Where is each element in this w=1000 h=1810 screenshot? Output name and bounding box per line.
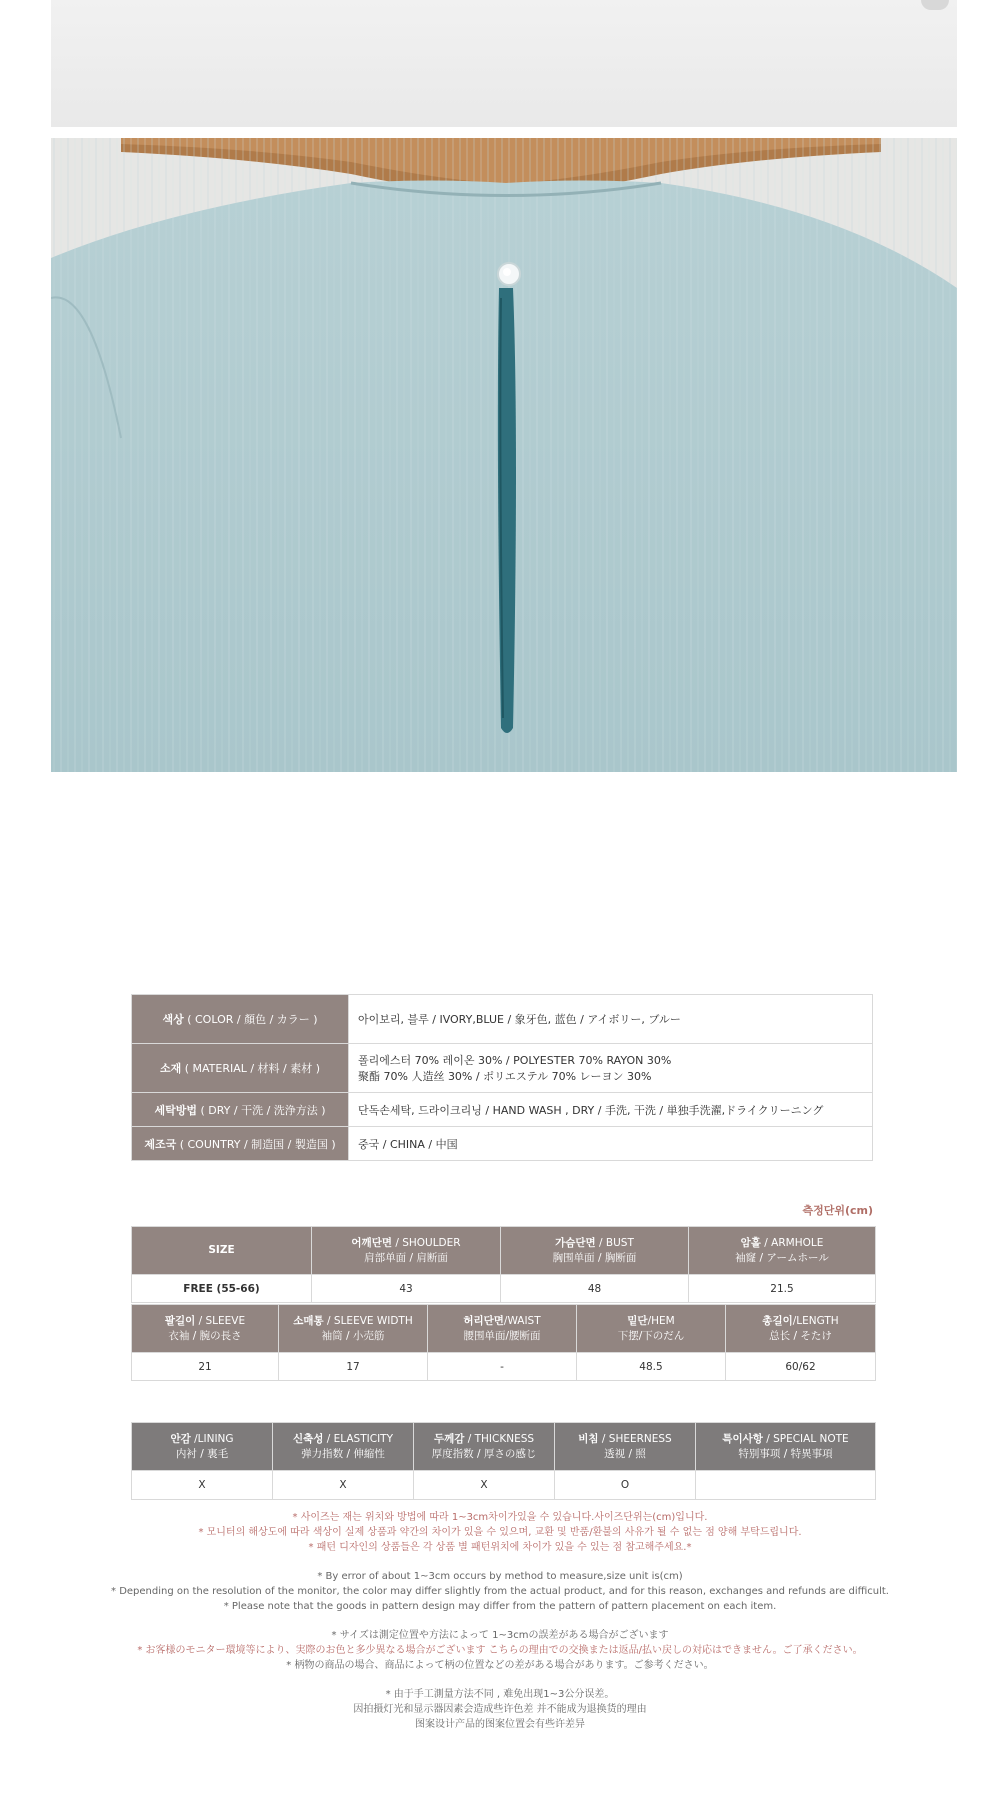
header-subtext: 总长 / そたけ (769, 1329, 832, 1342)
header-subtext: 袖筒 / 小売筋 (321, 1329, 385, 1342)
info-value (349, 1044, 873, 1093)
header-text: / SPECIAL NOTE (762, 1432, 849, 1445)
col-sleeve-width-header (279, 1305, 428, 1353)
header-text: /HEM (647, 1314, 675, 1327)
header-text: /WAIST (503, 1314, 541, 1327)
note-line: * 패턴 디자인의 상품들은 각 상품 별 패턴위치에 차이가 있을 수 있는 점 참고해주세요.* (308, 1542, 692, 1553)
info-key (132, 995, 349, 1044)
info-value-line: 아이보리, 블루 / IVORY,BLUE / 象牙色, 蓝色 / アイボリー, ブルー (358, 1013, 681, 1026)
note-line: * 柄物の商品の場合、商品によって柄の位置などの差がある場合があります。ご参考ください。 (286, 1660, 714, 1671)
note-line: * 사이즈는 재는 위치와 방법에 따라 1~3cm차이가있을 수 있습니다.사이즈단위는(cm)입니다. (292, 1512, 708, 1523)
header-text-bold: 어깨단면 (351, 1236, 392, 1249)
info-key-main: 색상 (162, 1013, 184, 1026)
size-cell: 60/62 (726, 1353, 876, 1381)
header-text: / SHOULDER (391, 1236, 461, 1249)
size-cell: - (428, 1353, 577, 1381)
col-length-header (726, 1305, 876, 1353)
size-cell: 17 (279, 1353, 428, 1381)
info-value (349, 1127, 873, 1161)
product-photo-top (51, 0, 957, 127)
info-value-line: 폴리에스터 70% 레이온 30% / POLYESTER 70% RAYON 30% (358, 1054, 672, 1067)
info-key (132, 1044, 349, 1093)
table-row (132, 1471, 876, 1500)
header-subtext: 腰围单面/腰断面 (463, 1329, 541, 1342)
header-text-bold: 신축성 (293, 1432, 324, 1445)
table-row (132, 1275, 876, 1303)
header-subtext: 肩部单面 / 肩断面 (364, 1251, 448, 1264)
info-key-sub: ( MATERIAL / 材料 / 素材 ) (184, 1062, 321, 1075)
size-cell: 21 (132, 1353, 279, 1381)
header-text: / ELASTICITY (323, 1432, 393, 1445)
info-row-country (132, 1127, 873, 1161)
header-subtext: 透视 / 照 (604, 1447, 646, 1460)
header-subtext: 弹力指数 / 伸縮性 (301, 1447, 385, 1460)
header-subtext: 下摆/下のだん (617, 1329, 685, 1342)
header-text: / SLEEVE WIDTH (323, 1314, 413, 1327)
fabric-cell: X (273, 1471, 414, 1500)
header-text-bold: 암홀 (740, 1236, 761, 1249)
fabric-table-header (132, 1423, 876, 1471)
header-subtext: 厚度指数 / 厚さの感じ (431, 1447, 537, 1460)
header-text: / BUST (595, 1236, 634, 1249)
note-line: * Depending on the resolution of the monitor, the color may differ slightly from the actual product, and for this reason, exchanges and refunds are difficult. (111, 1586, 889, 1597)
info-value-line: 聚酯 70% 人造丝 30% / ポリエステル 70% レーヨン 30% (358, 1070, 652, 1083)
col-thickness-header (414, 1423, 555, 1471)
info-key-main: 세탁방법 (154, 1103, 197, 1117)
header-text: / THICKNESS (464, 1432, 535, 1445)
header-text-bold: 허리단면 (463, 1314, 504, 1327)
header-text-bold: 밑단 (627, 1314, 648, 1327)
header-text-bold: 비침 (578, 1432, 599, 1445)
info-row-wash (132, 1093, 873, 1127)
header-text: /LINING (190, 1432, 234, 1445)
col-hem-header (577, 1305, 726, 1353)
header-text-bold: 두께감 (433, 1432, 465, 1445)
product-photo-back (51, 138, 957, 772)
info-key-sub: ( DRY / 干洗 / 洗浄方法 ) (200, 1103, 326, 1117)
header-text: / SLEEVE (195, 1314, 246, 1327)
info-key-sub: ( COLOR / 顏色 / カラー ) (187, 1013, 318, 1026)
size-cell: 48 (501, 1275, 689, 1303)
measure-unit-label: 측정단위(cm) (802, 1204, 873, 1217)
header-text-bold: 안감 (170, 1432, 191, 1445)
header-text-bold: 가슴단면 (555, 1236, 596, 1249)
size-table-header (132, 1305, 876, 1353)
col-shoulder-header (312, 1227, 501, 1275)
note-line: * Please note that the goods in pattern design may differ from the pattern of pattern placement on each item. (223, 1601, 777, 1612)
col-bust-header (501, 1227, 689, 1275)
col-lining-header (132, 1423, 273, 1471)
size-notes (100, 1510, 900, 1732)
size-table-2 (131, 1304, 876, 1381)
fabric-cell: X (414, 1471, 555, 1500)
size-cell: 48.5 (577, 1353, 726, 1381)
note-line: * 由于手工測量方法不同 , 难免出现1~3公分误差。 (385, 1689, 615, 1700)
size-table-header (132, 1227, 876, 1275)
info-value-line: 단독손세탁, 드라이크리닝 / HAND WASH , DRY / 手洗, 干洗 / 単独手洗濯,ドライクリーニング (358, 1103, 824, 1117)
info-row-color (132, 995, 873, 1044)
fabric-cell: O (555, 1471, 696, 1500)
hanger-tip (921, 0, 949, 10)
table-row (132, 1353, 876, 1381)
size-cell: 21.5 (689, 1275, 876, 1303)
header-subtext: 内衬 / 裏毛 (175, 1447, 229, 1460)
size-cell: 43 (312, 1275, 501, 1303)
header-text: / SHEERNESS (598, 1432, 672, 1445)
header-text-bold: 특이사항 (722, 1432, 763, 1445)
header-text-bold: 팔길이 (164, 1314, 196, 1327)
info-key (132, 1127, 349, 1161)
note-line: * 모니터의 해상도에 따라 색상이 실제 상품과 약간의 차이가 있을 수 있으며, 교환 및 반품/환불의 사유가 될 수 없는 점 양해 부탁드립니다. (198, 1527, 802, 1538)
blouse-back-illustration (51, 138, 957, 772)
col-armhole-header (689, 1227, 876, 1275)
info-key-main: 소재 (159, 1062, 182, 1075)
size-cell: FREE (55-66) (132, 1275, 312, 1303)
header-subtext: 袖窿 / アームホール (735, 1251, 829, 1264)
product-info-table (131, 994, 873, 1161)
info-row-material (132, 1044, 873, 1093)
fabric-cell: X (132, 1471, 273, 1500)
header-subtext: 特别事项 / 特異事項 (738, 1447, 833, 1460)
header-text-bold: 소매통 (293, 1314, 324, 1327)
info-key (132, 1093, 349, 1127)
fabric-property-table (131, 1422, 876, 1500)
col-size-header (132, 1227, 312, 1275)
size-table-1 (131, 1226, 876, 1303)
note-line: * サイズは測定位置や方法によって 1~3cmの誤差がある場合がございます (331, 1630, 669, 1641)
header-subtext: 衣袖 / 腕の長さ (168, 1329, 242, 1342)
col-sheerness-header (555, 1423, 696, 1471)
header-text-bold: 총길이 (762, 1314, 793, 1327)
note-line: 因拍摄灯光和显示器因素会造成些许色差 并不能成为退换货的理由 (353, 1704, 647, 1715)
note-line: * お客様のモニター環境等により、実際のお色と多少異なる場合がございます こちらの理由での交換または返品/払い戻しの対応はできません。ご了承ください。 (137, 1645, 863, 1656)
header-text: / ARMHOLE (760, 1236, 824, 1249)
fabric-cell (696, 1471, 876, 1500)
info-value-line: 중국 / CHINA / 中国 (358, 1137, 458, 1151)
note-line: 图案设计产品的图案位置会有些许差异 (415, 1719, 585, 1730)
info-value (349, 1093, 873, 1127)
info-key-main: 제조국 (144, 1137, 177, 1151)
col-waist-header (428, 1305, 577, 1353)
col-sleeve-header (132, 1305, 279, 1353)
col-special-note-header (696, 1423, 876, 1471)
header-subtext: 胸围单面 / 胸断面 (552, 1251, 637, 1264)
header-text: SIZE (208, 1244, 235, 1256)
header-text: /LENGTH (792, 1314, 839, 1327)
info-key-sub: ( COUNTRY / 制造国 / 製造国 ) (179, 1137, 336, 1151)
note-line: * By error of about 1~3cm occurs by method to measure,size unit is(cm) (317, 1571, 683, 1582)
info-value (349, 995, 873, 1044)
col-elasticity-header (273, 1423, 414, 1471)
